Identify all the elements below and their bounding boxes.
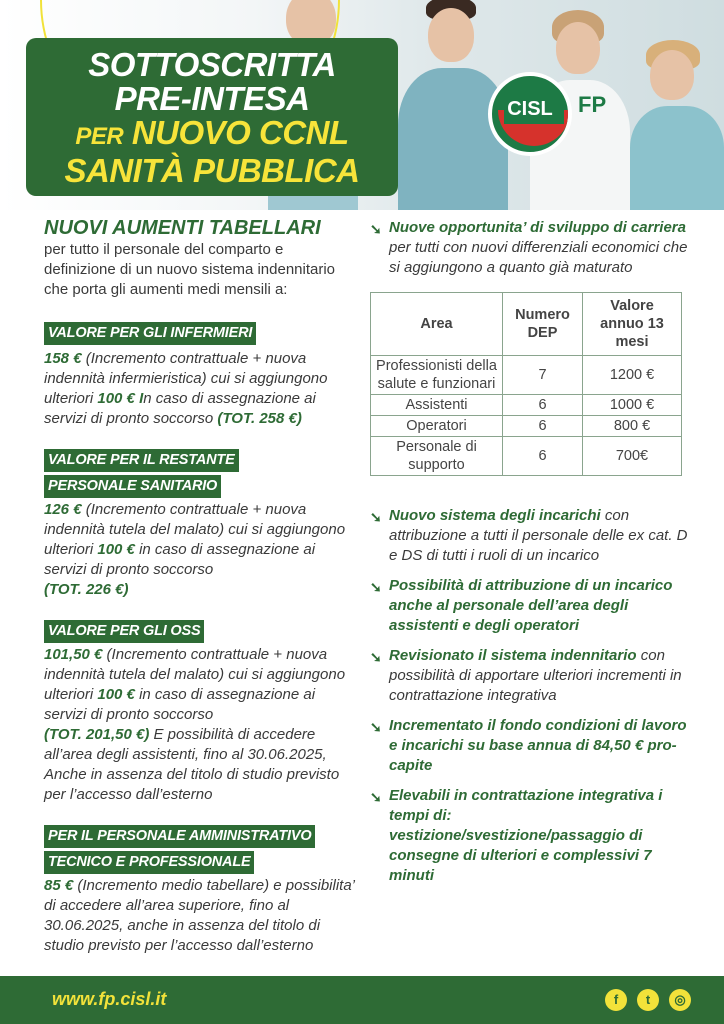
arrow-icon: ➘	[370, 221, 382, 237]
left-column	[44, 216, 360, 956]
bullet-fondo-bold: Incrementato il fondo condizioni di lavoro e incarichi su base annua di 84,50 € pro-capite	[389, 717, 687, 774]
extra-oss: 100 €	[97, 686, 135, 703]
title-box	[26, 38, 398, 196]
text-amministrativo-1: (Incremento medio tabellare) e possibilita’ di accedere all’area superiore, fino al 30.06.2025, anche in assenza del titolo di studio previsto per l’accesso dall’esterno	[44, 877, 355, 954]
bullet-elevabili-bold: Elevabili in contrattazione integrativa i tempi di: vestizione/svestizione/passaggio di consegne di ulteriori e complessivi 7 minuti	[389, 787, 663, 884]
label-amministrativo-2: TECNICO E PROFESSIONALE	[44, 851, 254, 874]
table-cell: Operatori	[371, 416, 503, 437]
section-oss	[44, 620, 360, 805]
table-row	[371, 437, 682, 476]
text-oss-2: in caso di assegnazione ai servizi di pronto soccorso	[44, 686, 316, 723]
arrow-icon: ➘	[370, 789, 382, 805]
twitter-icon[interactable]: t	[637, 989, 659, 1011]
dep-header-area: Area	[371, 293, 503, 356]
text-infermieri-2: n caso di assegnazione ai servizi di pronto soccorso	[44, 390, 316, 427]
section-sanitario	[44, 449, 360, 600]
aumenti-heading: NUOVI AUMENTI TABELLARI	[44, 217, 321, 239]
label-sanitario-2: PERSONALE SANITARIO	[44, 475, 221, 498]
text-infermieri-1: (Incremento contrattuale + nuova indennità infermieristica) cui si aggiungono ulteriori	[44, 350, 328, 407]
text-amministrativo	[44, 876, 360, 956]
bullet-indennitario-rest: con possibilità di apportare ulteriori incrementi in contrattazione integrativa	[389, 647, 682, 704]
label-sanitario-1: VALORE PER IL RESTANTE	[44, 449, 239, 472]
title-line-1: SOTTOSCRITTA	[88, 46, 336, 83]
label-amministrativo-1: PER IL PERSONALE AMMINISTRATIVO	[44, 825, 315, 848]
text-sanitario-2: in caso di assegnazione ai servizi di pronto soccorso	[44, 541, 316, 578]
text-infermieri	[44, 349, 360, 429]
bullet-incarichi-rest: con attribuzione a tutti il personale delle ex cat. D e DS di tutti i ruoli di un incarico	[389, 507, 688, 564]
section-amministrativo	[44, 825, 360, 956]
total-sanitario: (TOT. 226 €)	[44, 581, 129, 598]
extra-infermieri: 100 € I	[97, 390, 144, 407]
extra-sanitario: 100 €	[97, 541, 135, 558]
facebook-icon[interactable]: f	[605, 989, 627, 1011]
title-line-3	[75, 116, 348, 154]
instagram-icon[interactable]: ◎	[669, 989, 691, 1011]
amount-oss: 101,50 €	[44, 646, 103, 663]
table-cell: Assistenti	[371, 395, 503, 416]
title-per: PER	[75, 123, 124, 150]
bullet-incarichi	[370, 506, 688, 566]
bullet-indennitario-bold: Revisionato il sistema indennitario	[389, 647, 637, 664]
dep-header-numero: Numero DEP	[503, 293, 583, 356]
amount-infermieri: 158 €	[44, 350, 82, 367]
table-row	[371, 395, 682, 416]
total-oss: (TOT. 201,50 €)	[44, 726, 150, 743]
bullet-carriera-rest: per tutti con nuovi differenziali economici che si aggiungono a quanto già maturato	[389, 239, 688, 276]
bullet-incarichi-bold: Nuovo sistema degli incarichi	[389, 507, 601, 524]
logo-fp: FP	[578, 92, 607, 117]
photo-person-4	[630, 40, 724, 210]
dep-table	[370, 292, 682, 476]
table-cell: 800 €	[583, 416, 682, 437]
table-cell: Professionisti della salute e funzionari	[371, 356, 503, 395]
hero-banner	[0, 0, 724, 210]
title-nuovo-ccnl: NUOVO CCNL	[131, 114, 349, 151]
dep-header-valore: Valore annuo 13 mesi	[583, 293, 682, 356]
title-line-4: SANITÀ PUBBLICA	[64, 152, 360, 189]
text-sanitario	[44, 500, 360, 600]
table-cell: 6	[503, 416, 583, 437]
text-oss-1: (Incremento contrattuale + nuova indennità tutela del malato) cui si aggiungono ulteriori	[44, 646, 346, 703]
arrow-icon: ➘	[370, 579, 382, 595]
table-row	[371, 356, 682, 395]
text-oss-3: E possibilità di accedere all’area degli assistenti, fino al 30.06.2025, Anche in assenza del titolo di studio previsto per l’accesso dall’esterno	[44, 726, 340, 803]
label-infermieri: VALORE PER GLI INFERMIERI	[44, 322, 256, 345]
section-infermieri	[44, 322, 360, 429]
title-line-2: PRE-INTESA	[114, 80, 310, 117]
table-cell: Personale di supporto	[371, 437, 503, 476]
label-oss: VALORE PER GLI OSS	[44, 620, 204, 643]
table-cell: 6	[503, 395, 583, 416]
cisl-logo	[488, 72, 572, 156]
bullet-fondo	[370, 716, 688, 776]
text-oss	[44, 645, 360, 805]
amount-amministrativo: 85 €	[44, 877, 74, 894]
text-sanitario-1: (Incremento contrattuale + nuova indennità tutela del malato) cui si aggiungono ulteriori	[44, 501, 346, 558]
total-infermieri: (TOT. 258 €)	[217, 410, 302, 427]
footer-url[interactable]: www.fp.cisl.it	[52, 989, 167, 1009]
bullet-carriera-bold: Nuove opportunita’ di sviluppo di carriera	[389, 219, 686, 236]
bullet-carriera	[370, 218, 688, 278]
bullet-attribuzione	[370, 576, 688, 636]
bullet-attribuzione-bold: Possibilità di attribuzione di un incarico anche al personale dell’area degli assistenti e degli operatori	[389, 577, 673, 634]
arrow-icon: ➘	[370, 509, 382, 525]
bullet-indennitario	[370, 646, 688, 706]
amount-sanitario: 126 €	[44, 501, 82, 518]
table-row	[371, 416, 682, 437]
footer	[0, 976, 724, 1024]
table-cell: 700€	[583, 437, 682, 476]
table-cell: 1000 €	[583, 395, 682, 416]
table-cell: 6	[503, 437, 583, 476]
bullet-elevabili	[370, 786, 688, 886]
arrow-icon: ➘	[370, 649, 382, 665]
arrow-icon: ➘	[370, 719, 382, 735]
right-column	[370, 218, 688, 886]
table-cell: 1200 €	[583, 356, 682, 395]
logo-text: CISL	[507, 97, 553, 120]
aumenti-intro: per tutto il personale del comparto e definizione di un nuovo sistema indennitario che porta gli aumenti medi mensili a:	[44, 241, 336, 298]
table-cell: 7	[503, 356, 583, 395]
